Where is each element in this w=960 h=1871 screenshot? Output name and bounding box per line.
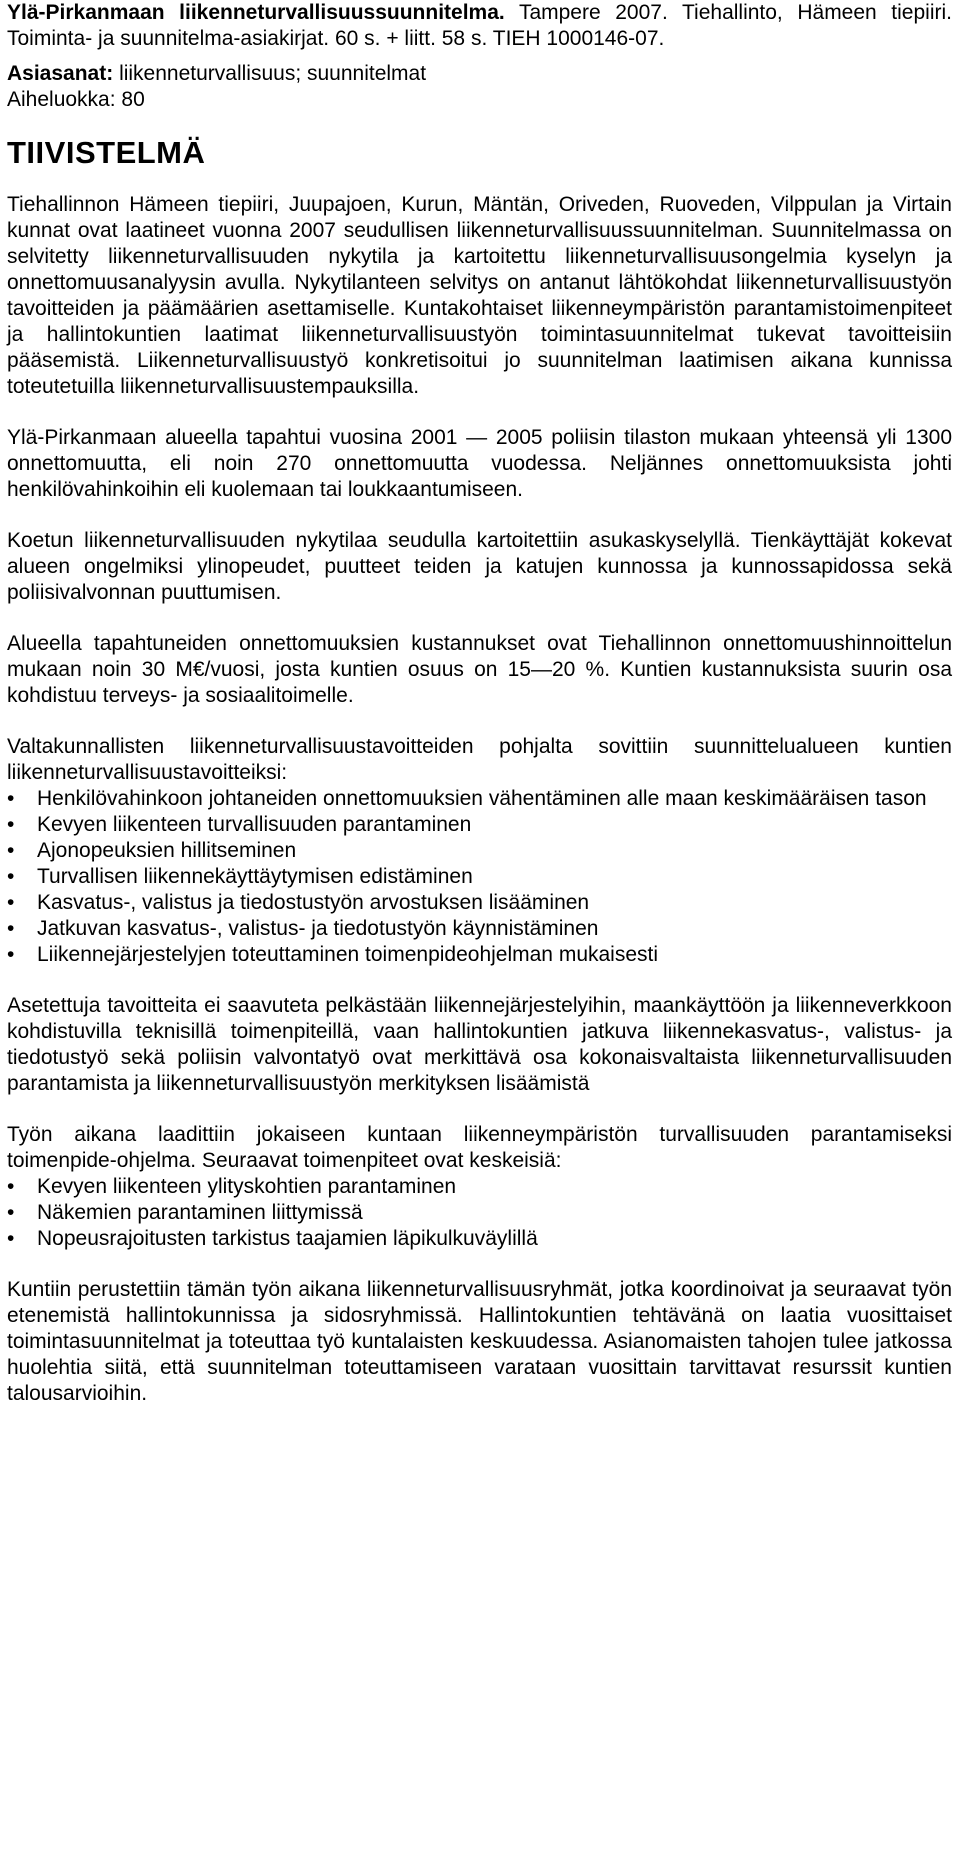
bibliographic-reference — [7, 0, 952, 52]
list-item-text: Kasvatus-, valistus ja tiedostustyön arvostuksen lisääminen — [37, 891, 590, 914]
bullet-icon: • — [7, 917, 15, 940]
list-item — [7, 812, 952, 838]
keywords-line — [7, 61, 952, 87]
list-item — [7, 1200, 952, 1226]
bullet-icon: • — [7, 1227, 15, 1250]
bullet-icon: • — [7, 1201, 15, 1224]
measures-list — [7, 1174, 952, 1252]
bullet-icon: • — [7, 787, 15, 810]
bullet-icon: • — [7, 943, 15, 966]
bullet-icon: • — [7, 839, 15, 862]
publication-title: Ylä-Pirkanmaan liikenneturvallisuussuunnitelma. — [7, 1, 505, 24]
bullet-icon: • — [7, 891, 15, 914]
list-item — [7, 838, 952, 864]
summary-paragraph-1: Tiehallinnon Hämeen tiepiiri, Juupajoen, Kurun, Mäntän, Oriveden, Ruoveden, Vilppulan ja Virtain kunnat ovat laatineet vuonna 2007 seudullisen liikenneturvallisuussuunnitelman. Suunnitelmassa on selvitetty liikenneturvallisuuden nykytila ja kartoitettu liikenneturvallisuusongelmia kyselyn ja onnettomuusanalyysin avulla. Nykytilanteen selvitys on antanut lähtökohdat liikenneturvallisuustyön tavoitteiden ja päämäärien asettamiselle. Kuntakohtaiset liikenneympäristön parantamistoimenpiteet ja hallintokuntien laatimat liikenneturvallisuustyön toimintasuunnitelmat tukevat tavoitteisiin pääsemistä. Liikenneturvallisuustyö konkretisoitui jo suunnitelman laatimisen aikana kunnissa toteutetuilla liikenneturvallisuustempauksilla. — [7, 193, 952, 398]
summary-paragraph-8: Kuntiin perustettiin tämän työn aikana liikenneturvallisuusryhmät, jotka koordinoivat ja seuraavat työn etenemistä hallintokunnissa ja sidosryhmissä. Hallintokuntien tehtävänä on laatia vuosittaiset toimintasuunnitelmat ja toteuttaa työ kuntalaisten keskuudessa. Asianomaisten tahojen tulee jatkossa huolehtia siitä, että suunnitelman toteuttamiseen varataan vuosittain tarvittavat resurssit kuntien talousarvioihin. — [7, 1278, 952, 1405]
summary-paragraph-6: Asetettuja tavoitteita ei saavuteta pelkästään liikennejärjestelyihin, maankäyttöön ja liikenneverkkoon kohdistuvilla teknisillä toimenpiteillä, vaan hallintokuntien jatkuva liikennekasvatus-, valistus- ja tiedotustyö sekä poliisin valvontatyö ovat merkittävä osa kokonaisvaltaista liikenneturvallisuuden parantamista ja liikenneturvallisuustyön merkityksen lisäämistä — [7, 994, 952, 1095]
section-heading: TIIVISTELMÄ — [7, 135, 206, 170]
summary-paragraph-7: Työn aikana laadittiin jokaiseen kuntaan liikenneympäristön turvallisuuden parantamiseksi toimenpide-ohjelma. Seuraavat toimenpiteet ovat keskeisiä: — [7, 1123, 952, 1172]
list-item — [7, 942, 952, 968]
summary-body — [7, 192, 952, 1407]
list-item-text: Kevyen liikenteen turvallisuuden parantaminen — [37, 813, 472, 836]
list-item-text: Kevyen liikenteen ylityskohtien parantaminen — [37, 1175, 457, 1198]
list-item — [7, 786, 952, 812]
list-item-text: Henkilövahinkoon johtaneiden onnettomuuksien vähentäminen alle maan keskimääräisen tason — [37, 787, 927, 810]
summary-paragraph-4: Alueella tapahtuneiden onnettomuuksien kustannukset ovat Tiehallinnon onnettomuushinnoittelun mukaan noin 30 M€/vuosi, josta kuntien osuus on 15—20 %. Kuntien kustannuksista suurin osa kohdistuu terveys- ja sosiaalitoimelle. — [7, 632, 952, 707]
list-item-text: Jatkuvan kasvatus-, valistus- ja tiedotustyön käynnistäminen — [37, 917, 599, 940]
list-item — [7, 1226, 952, 1252]
keywords-label: Asiasanat: — [7, 62, 114, 85]
subject-class-line — [7, 87, 952, 113]
publication-details: Tampere 2007. Tiehallinto, Hämeen tiepiiri. Toiminta- ja suunnitelma-asiakirjat. 60 s. + liitt. 58 s. TIEH 1000146-07. — [7, 1, 952, 50]
goals-list — [7, 786, 952, 968]
list-item — [7, 1174, 952, 1200]
list-item-text: Näkemien parantaminen liittymissä — [37, 1201, 363, 1224]
document-header — [7, 0, 952, 113]
summary-paragraph-5: Valtakunnallisten liikenneturvallisuustavoitteiden pohjalta sovittiin suunnittelualueen kuntien liikenneturvallisuustavoitteiksi: — [7, 735, 952, 784]
subject-class-value: 80 — [121, 88, 145, 111]
list-item — [7, 916, 952, 942]
list-item-text: Ajonopeuksien hillitseminen — [37, 839, 297, 862]
list-item — [7, 864, 952, 890]
keywords-value: liikenneturvallisuus; suunnitelmat — [119, 62, 427, 85]
bullet-icon: • — [7, 813, 15, 836]
bullet-icon: • — [7, 865, 15, 888]
summary-paragraph-3: Koetun liikenneturvallisuuden nykytilaa seudulla kartoitettiin asukaskyselyllä. Tienkäyttäjät kokevat alueen ongelmiksi ylinopeudet, puutteet teiden ja katujen kunnossa ja kunnossapidossa sekä poliisivalvonnan puuttumisen. — [7, 529, 952, 604]
list-item — [7, 890, 952, 916]
list-item-text: Liikennejärjestelyjen toteuttaminen toimenpideohjelman mukaisesti — [37, 943, 659, 966]
subject-class-label: Aiheluokka: — [7, 88, 116, 111]
list-item-text: Nopeusrajoitusten tarkistus taajamien läpikulkuväylillä — [37, 1227, 538, 1250]
list-item-text: Turvallisen liikennekäyttäytymisen edistäminen — [37, 865, 473, 888]
summary-paragraph-2: Ylä-Pirkanmaan alueella tapahtui vuosina 2001 — 2005 poliisin tilaston mukaan yhteensä yli 1300 onnettomuutta, eli noin 270 onnettomuutta vuodessa. Neljännes onnettomuuksista johti henkilövahinkoihin eli kuolemaan tai loukkaantumiseen. — [7, 426, 952, 501]
bullet-icon: • — [7, 1175, 15, 1198]
